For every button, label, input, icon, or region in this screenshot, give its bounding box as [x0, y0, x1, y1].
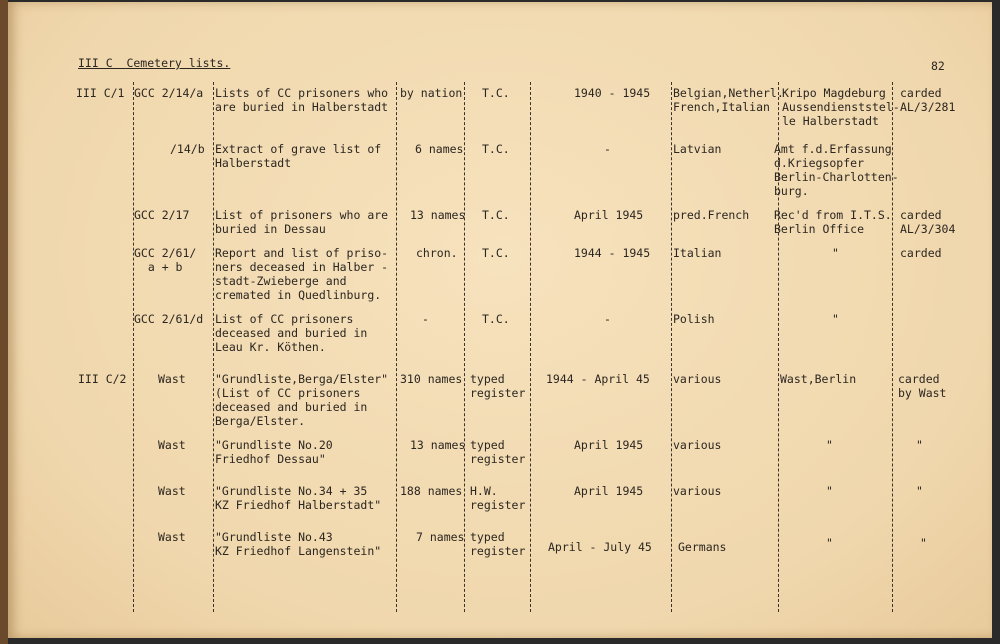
group-label: III C/1 [76, 86, 125, 100]
extent-cell: chron. [416, 246, 458, 260]
column-rule [213, 82, 214, 612]
nationality-cell: various [673, 438, 722, 452]
column-rule [396, 82, 397, 612]
column-rule [671, 82, 672, 612]
source-cell: Wast,Berlin [780, 372, 857, 386]
source-cell: " [826, 438, 833, 452]
source-cell: Amt f.d.Erfassung d.Kriegsopfer Berlin-Charlotten- burg. [774, 142, 899, 198]
source-cell: " [832, 246, 839, 260]
nationality-cell: Latvian [673, 142, 722, 156]
form-cell: T.C. [482, 208, 510, 222]
description-cell: "Grundliste,Berga/Elster" (List of CC prisoners deceased and buried in Berga/Elster. [215, 372, 389, 428]
nationality-cell: Italian [673, 246, 722, 260]
description-cell: "Grundliste No.20 Friedhof Dessau" [215, 438, 333, 466]
form-cell: T.C. [482, 86, 510, 100]
extent-cell: - [422, 312, 429, 326]
description-cell: "Grundliste No.34 + 35 KZ Friedhof Halberstadt" [215, 484, 382, 512]
ref-cell: /14/b [170, 142, 205, 156]
ref-cell: GCC 2/61/d [134, 312, 204, 326]
dates-cell: April 1945 [574, 438, 644, 452]
nationality-cell: pred.French [673, 208, 750, 222]
form-cell: typed register [470, 372, 526, 400]
remarks-cell: " [916, 484, 923, 498]
extent-cell: 6 names [415, 142, 464, 156]
remarks-cell: " [920, 536, 927, 550]
dates-cell: April - July 45 [548, 540, 652, 554]
source-cell: " [832, 312, 839, 326]
extent-cell: 310 names [400, 372, 463, 386]
extent-cell: 188 names [400, 484, 463, 498]
dates-cell: April 1945 [574, 484, 644, 498]
ref-cell: Wast [158, 484, 186, 498]
extent-cell: 13 names [410, 208, 466, 222]
source-cell: Kripo Magdeburg Aussendienststel- le Halberstadt [782, 86, 900, 128]
remarks-cell: " [916, 438, 923, 452]
form-cell: H.W. register [470, 484, 526, 512]
description-cell: Report and list of priso- ners deceased in Halber - stadt-Zwieberge and cremated in Quedlinburg. [215, 246, 389, 302]
column-rule [133, 82, 134, 612]
form-cell: typed register [470, 438, 526, 466]
column-rule [530, 82, 531, 612]
description-cell: List of CC prisoners deceased and buried in Leau Kr. Köthen. [215, 312, 368, 354]
nationality-cell: Polish [673, 312, 715, 326]
nationality-cell: various [673, 484, 722, 498]
dates-cell: 1944 - April 45 [546, 372, 650, 386]
ref-cell: GCC 2/61/ a + b [134, 246, 197, 274]
ref-cell: GCC 2/14/a [134, 86, 204, 100]
group-label: III C/2 [78, 372, 127, 386]
book-binding [0, 0, 8, 644]
description-cell: Extract of grave list of Halberstadt [215, 142, 382, 170]
section-title: III C Cemetery lists. [78, 56, 231, 70]
dates-cell: 1944 - 1945 [574, 246, 651, 260]
dates-cell: April 1945 [574, 208, 644, 222]
form-cell: T.C. [482, 246, 510, 260]
dates-cell: - [604, 312, 611, 326]
nationality-cell: Germans [678, 540, 727, 554]
description-cell: List of prisoners who are buried in Dessau [215, 208, 389, 236]
ref-cell: Wast [158, 372, 186, 386]
source-cell: " [826, 536, 833, 550]
ref-cell: GCC 2/17 [134, 208, 190, 222]
ref-cell: Wast [158, 438, 186, 452]
form-cell: T.C. [482, 312, 510, 326]
source-cell: Rec'd from I.T.S. Berlin Office [774, 208, 892, 236]
form-cell: T.C. [482, 142, 510, 156]
ref-cell: Wast [158, 530, 186, 544]
dates-cell: 1940 - 1945 [574, 86, 651, 100]
form-cell: typed register [470, 530, 526, 558]
description-cell: "Grundliste No.43 KZ Friedhof Langenstein" [215, 530, 382, 558]
remarks-cell: carded [900, 246, 942, 260]
description-cell: Lists of CC prisoners who are buried in Halberstadt [215, 86, 389, 114]
nationality-cell: various [673, 372, 722, 386]
remarks-cell: carded AL/3/281 [900, 86, 956, 114]
dates-cell: - [604, 142, 611, 156]
nationality-cell: Belgian,Netherl. French,Italian [673, 86, 784, 114]
remarks-cell: carded by Wast [898, 372, 947, 400]
remarks-cell: carded AL/3/304 [900, 208, 956, 236]
extent-cell: 13 names [410, 438, 466, 452]
document-page [8, 2, 992, 638]
extent-cell: by nation [400, 86, 463, 100]
source-cell: " [826, 484, 833, 498]
page-number: 82 [931, 59, 945, 73]
extent-cell: 7 names [416, 530, 465, 544]
